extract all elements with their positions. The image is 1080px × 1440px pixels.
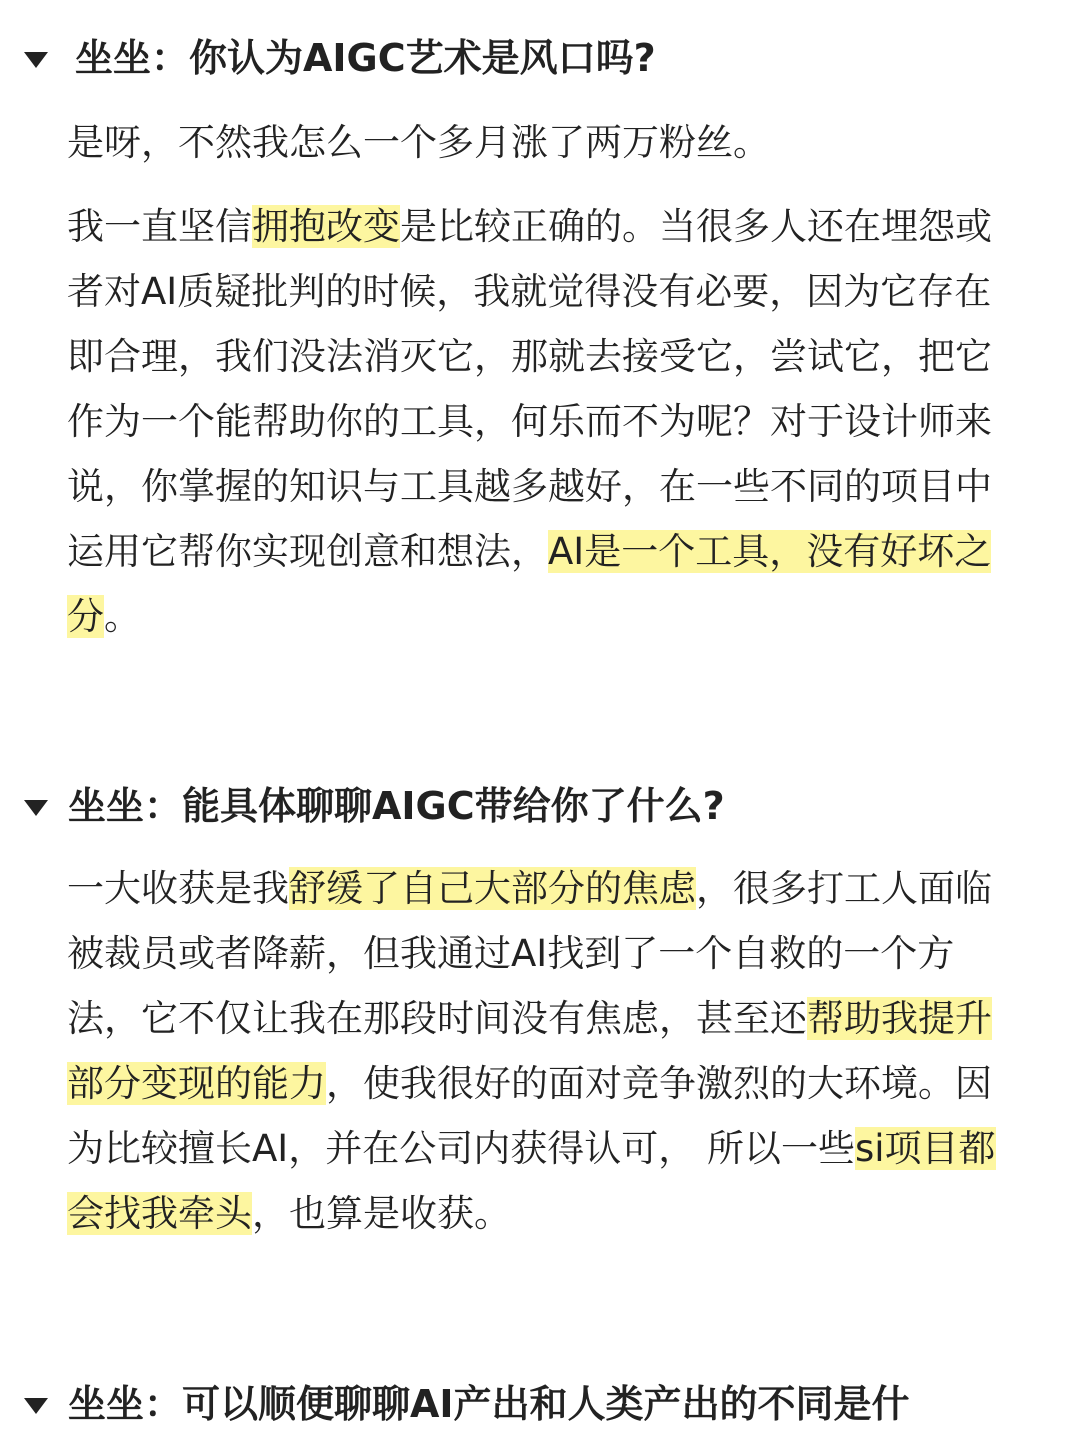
- collapse-triangle-icon[interactable]: [24, 1398, 48, 1414]
- answer-text: ，很多打工人面临被裁员或者降薪，但我通过AI找到了一个自救的一个方法，它不仅让我在那段时间没有焦虑，甚至还: [67, 867, 992, 1040]
- question-title: 坐坐：能具体聊聊AIGC带给你了什么?: [68, 784, 725, 828]
- highlighted-text: si项目都会找我牵头: [67, 1127, 996, 1235]
- answer-text: ，使我很好的面对竞争激烈的大环境。因为比较擅长AI，并在公司内获得认可， 所以一些: [67, 1062, 992, 1170]
- answer-text: 是呀，不然我怎么一个多月涨了两万粉丝。: [67, 121, 770, 164]
- question-heading[interactable]: [0, 1374, 1080, 1434]
- qa-section-1: [0, 28, 1080, 88]
- answer-text: 一大收获是我: [67, 867, 289, 910]
- question-heading[interactable]: [0, 776, 1080, 836]
- answer-paragraph: [67, 110, 1017, 175]
- answer-paragraph: [67, 194, 1017, 649]
- answer-text: 是比较正确的。当很多人还在埋怨或者对AI质疑批判的时候，我就觉得没有必要，因为它存在即合理，我们没法消灭它，那就去接受它，尝试它，把它作为一个能帮助你的工具，何乐而不为呢？对于设计师来说，你掌握的知识与工具越多越好，在一些不同的项目中运用它帮你实现创意和想法，: [67, 205, 992, 573]
- answer-text: 。: [104, 595, 141, 638]
- answer-paragraph: [67, 856, 1017, 1246]
- qa-section-2: [0, 776, 1080, 836]
- highlighted-text: 帮助我提升部分变现的能力: [67, 997, 992, 1105]
- answer-text: 我一直坚信: [67, 205, 252, 248]
- highlighted-text: AI是一个工具，没有好坏之分: [67, 530, 992, 638]
- qa-section-3: [0, 1374, 1080, 1434]
- collapse-triangle-icon[interactable]: [24, 800, 48, 816]
- highlighted-text: 拥抱改变: [252, 205, 400, 248]
- question-title: 坐坐：你认为AIGC艺术是风口吗?: [75, 36, 656, 80]
- question-heading[interactable]: [0, 28, 1080, 88]
- question-title: 坐坐：可以顺便聊聊AI产出和人类产出的不同是什: [68, 1382, 910, 1426]
- highlighted-text: 舒缓了自己大部分的焦虑: [289, 867, 696, 910]
- answer-text: ，也算是收获。: [252, 1192, 511, 1235]
- collapse-triangle-icon[interactable]: [24, 52, 48, 68]
